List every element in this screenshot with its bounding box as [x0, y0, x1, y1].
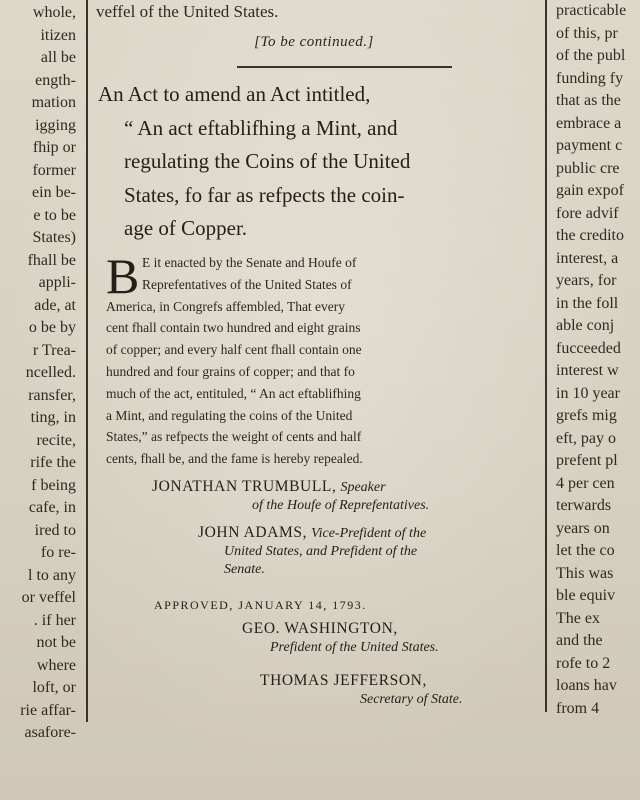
left-column-line: f being [31, 476, 76, 494]
right-column-rule [545, 0, 547, 712]
left-column-line: recite, [36, 431, 76, 449]
right-column-line: able conj [556, 317, 615, 334]
left-column-line: loft, or [32, 679, 76, 696]
right-column-line: payment c [556, 137, 623, 154]
left-column-line: o be by [28, 319, 76, 336]
secretary-name: THOMAS JEFFERSON, [260, 672, 427, 689]
president-name: GEO. WASHINGTON, [242, 620, 398, 637]
left-column-line: where [36, 656, 76, 674]
act-body-line: cent fhall contain two hundred and eight grains [106, 320, 361, 336]
left-column-line: not be [36, 634, 76, 651]
secretary-signature [260, 672, 463, 708]
vp-name: JOHN ADAMS, [198, 524, 308, 541]
president-signature [242, 620, 439, 656]
act-title-line: regulating the Coins of the United [124, 149, 411, 173]
left-column-line: l to any [28, 566, 76, 584]
act-body-line: cents, fhall be, and the fame is hereby repealed. [106, 451, 363, 467]
left-column-line: e to be [33, 206, 76, 224]
act-body-line: States,” as refpects the weight of cents and half [106, 429, 362, 445]
vp-title: Vice-Prefident of the [311, 526, 427, 541]
right-column-line: from 4 [556, 699, 600, 717]
right-column-line: ble equiv [556, 587, 616, 604]
right-column-line: embrace a [556, 114, 622, 132]
left-column-rule [86, 0, 88, 722]
left-column-line: ein be- [32, 184, 76, 201]
left-column-line: ting, in [30, 409, 76, 426]
left-column-line: igging [35, 116, 76, 134]
right-column-line: of this, pr [556, 24, 618, 42]
right-column-line: of the publ [556, 47, 626, 64]
left-column-line: whole, [32, 4, 76, 21]
act-title-line: States, fo far as refpects the coin- [124, 182, 405, 207]
act-body-line: hundred and four grains of copper; and that fo [106, 363, 355, 379]
left-column-line: fo re- [40, 544, 76, 561]
right-column-line: practicable [556, 2, 627, 19]
left-column-line: all be [40, 49, 76, 66]
right-column-line: prefent pl [556, 452, 618, 469]
right-column-line: terwards [556, 497, 612, 514]
left-column-line: fhip or [32, 139, 76, 156]
right-column-line: years on [556, 519, 610, 537]
act-body-line: Reprefentatives of the United States of [142, 276, 352, 292]
drop-cap: B [106, 248, 140, 304]
left-column-text [0, 0, 76, 745]
right-column-line: rofe to 2 [556, 654, 611, 672]
left-column-line: itizen [40, 26, 76, 44]
right-column-line: loans hav [556, 677, 617, 694]
speaker-signature [152, 478, 429, 514]
right-column-line: grefs mig [556, 407, 617, 424]
right-column-line: interest w [556, 362, 619, 379]
left-column-line: States) [32, 229, 76, 246]
president-title: Prefident of the United States. [270, 640, 439, 655]
right-column-line: fucceeded [556, 339, 621, 357]
right-column-line: 4 per cen [556, 474, 615, 492]
speaker-title-cont: of the Houfe of Reprefentatives. [252, 498, 430, 513]
left-column-line: cafe, in [28, 499, 76, 516]
to-be-continued-note: [To be continued.] [254, 34, 374, 50]
right-column-line: eft, pay o [556, 429, 616, 447]
act-body [106, 248, 526, 470]
left-column-line: fhall be [27, 251, 76, 269]
vp-title-cont: Senate. [224, 562, 265, 577]
left-column-line: ncelled. [25, 364, 76, 381]
left-column-line: rie affar- [20, 701, 76, 719]
right-column-line: fore advif [556, 204, 619, 222]
right-column-line: gain expof [556, 182, 624, 199]
act-body-line: E it enacted by the Senate and Houfe of [142, 255, 357, 270]
speaker-title: Speaker [340, 480, 386, 495]
left-column-line: ransfer, [28, 386, 76, 404]
act-title-line: “ An act eftablifhing a Mint, and [124, 115, 398, 140]
act-body-line: much of the act, entituled, “ An act eftablifhing [106, 385, 361, 401]
speaker-name: JONATHAN TRUMBULL, [152, 478, 337, 495]
act-title [98, 78, 530, 246]
right-column-line: that as the [556, 92, 621, 109]
right-column-line: public cre [556, 159, 620, 177]
right-column-line: in the foll [556, 294, 619, 312]
right-column-line: interest, a [556, 249, 619, 267]
left-column-line: former [32, 161, 76, 179]
left-column-line: ired to [34, 521, 76, 539]
right-column-line: The ex [556, 609, 600, 627]
secretary-title: Secretary of State. [360, 692, 463, 707]
left-column-line: r Trea- [32, 341, 76, 359]
left-column-line: asafore- [24, 724, 76, 741]
right-column-text [556, 0, 640, 720]
right-column-line: the credito [556, 227, 624, 244]
act-body-line: of copper; and every half cent fhall contain one [106, 342, 362, 358]
right-column-line: let the co [556, 542, 615, 559]
act-body-line: America, in Congrefs affembled, That every [106, 298, 346, 314]
right-column-line: years, for [556, 272, 617, 289]
act-title-line: age of Copper. [124, 216, 248, 240]
left-column-line: rife the [30, 454, 76, 471]
article-top-line: veffel of the United States. [96, 2, 279, 21]
left-column-line: mation [31, 94, 76, 111]
vp-title-cont: United States, and Prefident of the [224, 544, 418, 559]
left-column-line: appli- [38, 274, 76, 291]
right-column-line: This was [556, 564, 614, 582]
right-column-line: and the [556, 632, 603, 649]
title-separator-rule [237, 66, 452, 68]
right-column-line: in 10 year [556, 384, 620, 402]
right-column-line: funding fy [556, 69, 624, 87]
left-column-line: ade, at [34, 296, 76, 314]
left-column-line: ength- [35, 71, 76, 89]
left-column-line: . if her [33, 611, 76, 629]
vice-president-signature [198, 524, 426, 578]
act-title-line: An Act to amend an Act intitled, [98, 82, 371, 106]
left-column-line: or veffel [21, 589, 76, 606]
approved-date: APPROVED, JANUARY 14, 1793. [154, 598, 367, 612]
act-body-line: a Mint, and regulating the coins of the United [106, 407, 353, 423]
